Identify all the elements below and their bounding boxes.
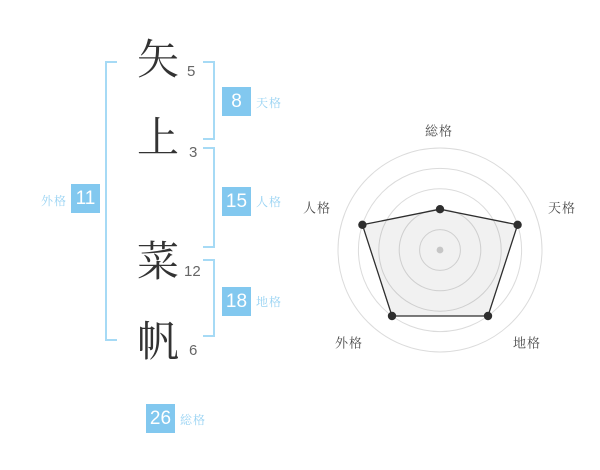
radar-axis-label: 総格 — [424, 123, 454, 139]
name-character-3: 菜 — [136, 238, 179, 285]
stroke-count-4: 6 — [189, 342, 198, 359]
radar-data-point — [436, 205, 444, 213]
radar-axis-label: 地格 — [512, 335, 542, 351]
jinkaku-label: 人格 — [256, 195, 283, 209]
stroke-count-3: 12 — [184, 263, 201, 280]
jinkaku-value-box: 15 — [222, 187, 251, 216]
name-character-1: 矢 — [136, 36, 179, 83]
stroke-count-2: 3 — [189, 144, 198, 161]
fortune-radar-chart — [290, 115, 590, 365]
soukaku-value-box: 26 — [146, 404, 175, 433]
gaikaku-label: 外格 — [41, 194, 68, 208]
radar-center-dot — [437, 247, 444, 254]
radar-data-point — [484, 312, 492, 320]
chikaku-bracket — [203, 259, 215, 337]
radar-axis-label: 人格 — [302, 200, 332, 216]
name-character-4: 帆 — [136, 318, 179, 365]
radar-data-point — [513, 221, 521, 229]
tenkaku-label: 天格 — [256, 96, 283, 110]
chikaku-label: 地格 — [256, 295, 283, 309]
radar-data-polygon — [362, 209, 517, 316]
jinkaku-bracket — [203, 147, 215, 248]
gaikaku-value-box: 11 — [71, 184, 100, 213]
radar-data-point — [358, 221, 366, 229]
stroke-count-1: 5 — [187, 63, 196, 80]
chikaku-value-box: 18 — [222, 287, 251, 316]
radar-axis-label: 天格 — [547, 200, 577, 216]
radar-data-point — [388, 312, 396, 320]
radar-axis-label: 外格 — [334, 335, 364, 351]
tenkaku-bracket — [203, 61, 215, 140]
tenkaku-value-box: 8 — [222, 87, 251, 116]
gaikaku-bracket — [105, 61, 117, 341]
name-character-2: 上 — [136, 114, 179, 161]
soukaku-label: 総格 — [180, 413, 207, 427]
